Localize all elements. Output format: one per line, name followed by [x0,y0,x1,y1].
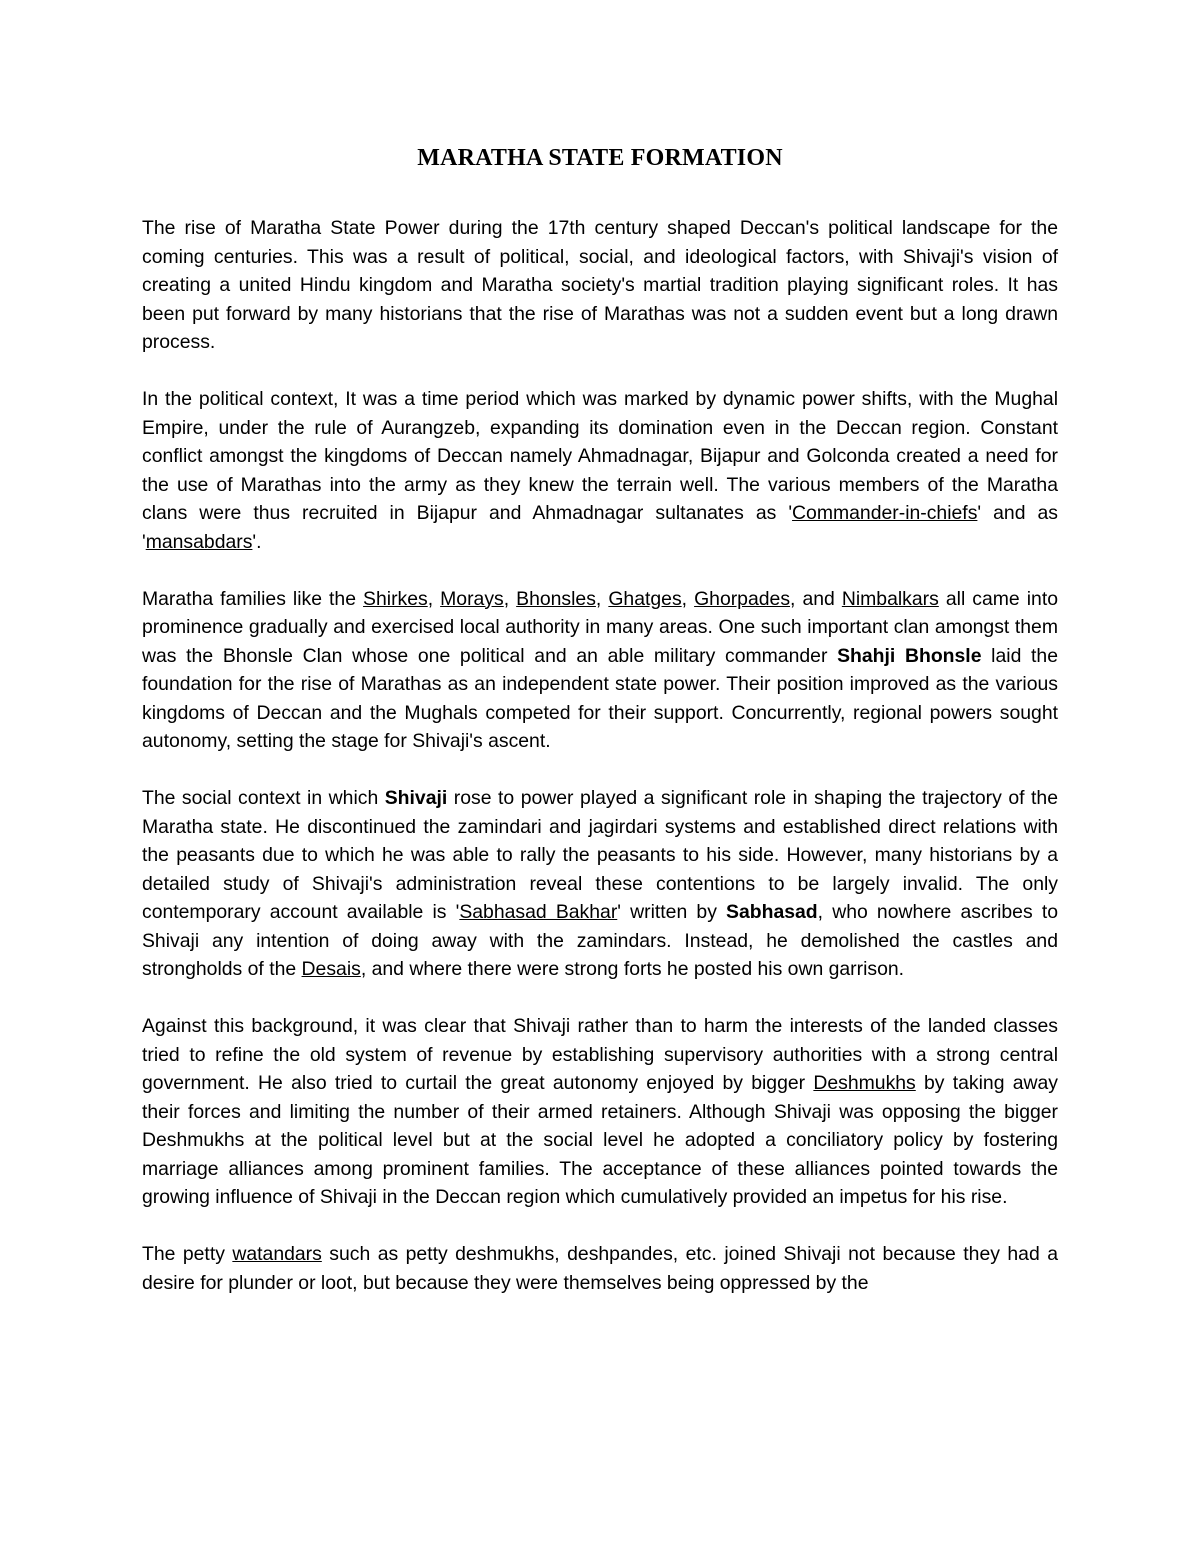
link-desais[interactable]: Desais [301,958,361,980]
link-shirkes[interactable]: Shirkes [363,587,428,610]
text: such as petty deshmukhs, deshpandes, etc. joined Shivaji not because they had a desire for plunder or loot, but because they were themselves being oppressed by the [142,1243,1058,1294]
link-ghorpades[interactable]: Ghorpades [694,587,791,610]
link-nimbalkars[interactable]: Nimbalkars [841,587,939,610]
text: , [681,587,695,610]
link-ghatges[interactable]: Ghatges [608,587,682,610]
text: , and where there were strong forts he posted his own garrison. [360,958,905,980]
paragraph-political-context [142,385,1058,556]
text: The social context in which [142,787,385,809]
text: Maratha families like the [142,587,364,610]
page-title: MARATHA STATE FORMATION [417,145,783,171]
text: , who nowhere ascribes to Shivaji any intention of doing away with the zamindars. Instead, he demolished the castles and strongholds of the [142,901,1058,980]
text: , [427,587,441,610]
text: ' written by [617,901,727,923]
paragraph-petty-watandars [142,1240,1058,1297]
document-page [142,140,1058,1326]
text: , and [790,587,842,610]
text: rose to power played a significant role in shaping the trajectory of the Maratha state. He discontinued the zamindari and jagirdari systems and established direct relations with the peasants due to which he was able to rally the peasants to his side. However, many historians by a detailed study of Shivaji's administration reveal these contentions to be largely invalid. The only contemporary account available is ' [142,787,1058,923]
link-morays[interactable]: Morays [440,587,504,610]
paragraph-social-context [142,784,1058,984]
text: In the political context, It was a time period which was marked by dynamic power shifts, with the Mughal Empire, under the rule of Aurangzeb, expanding its domination even in the Deccan region. Constant conflict amongst the kingdoms of Deccan namely Ahmadnagar, Bijapur and Golconda created a need for the use of Marathas into the army as they knew the terrain well. The various members of the Maratha clans were thus recruited in Bijapur and Ahmadnagar sultanates as ' [142,388,1058,524]
link-commander-in-chiefs[interactable]: Commander-in-chiefs [792,502,978,524]
text: by taking away their forces and limiting the number of their armed retainers. Although Shivaji was opposing the bigger Deshmukhs at the political level but at the social level he adopted a conciliatory policy by fostering marriage alliances among prominent families. The acceptance of these alliances pointed towards the growing influence of Shivaji in the Deccan region which cumulatively provided an impetus for his rise. [142,1072,1059,1208]
text: , [595,587,609,610]
link-bhonsles[interactable]: Bhonsles [516,587,596,610]
paragraph-background [142,1012,1058,1212]
text: The petty [142,1243,233,1265]
text: Against this background, it was clear that Shivaji rather than to harm the interests of the landed classes tried to refine the old system of revenue by establishing supervisory authorities with a strong central government. He also tried to curtail the great autonomy enjoyed by bigger [142,1015,1058,1094]
bold-sabhasad: Sabhasad [726,901,818,923]
paragraph-maratha-families [142,585,1058,756]
text: laid the foundation for the rise of Marathas as an independent state power. Their position improved as the various kingdoms of Deccan and the Mughals competed for their support. Concurrently, regional powers sought autonomy, setting the stage for Shivaji's ascent. [142,644,1059,752]
text: , [503,587,517,610]
bold-shivaji: Shivaji [384,787,448,809]
link-mansabdars[interactable]: mansabdars [145,530,253,553]
text: ' and as ' [142,502,1059,553]
paragraph-intro: The rise of Maratha State Power during the 17th century shaped Deccan's political landscape for the coming centuries. This was a result of political, social, and ideological factors, with Shivaji's vision of creating a united Hindu kingdom and Maratha society's martial tradition playing significant roles. It has been put forward by many historians that the rise of Marathas was not a sudden event but a long drawn process. [142,217,1058,353]
link-sabhasad-bakhar[interactable]: Sabhasad Bakhar [459,901,618,923]
bold-shahji-bhonsle: Shahji Bhonsle [837,644,982,667]
link-deshmukhs[interactable]: Deshmukhs [813,1072,916,1094]
text: '. [252,530,262,553]
link-watandars[interactable]: watandars [232,1243,322,1265]
text: all came into prominence gradually and exercised local authority in many areas. One such important clan amongst them was the Bhonsle Clan whose one political and an able military commander [142,587,1058,667]
